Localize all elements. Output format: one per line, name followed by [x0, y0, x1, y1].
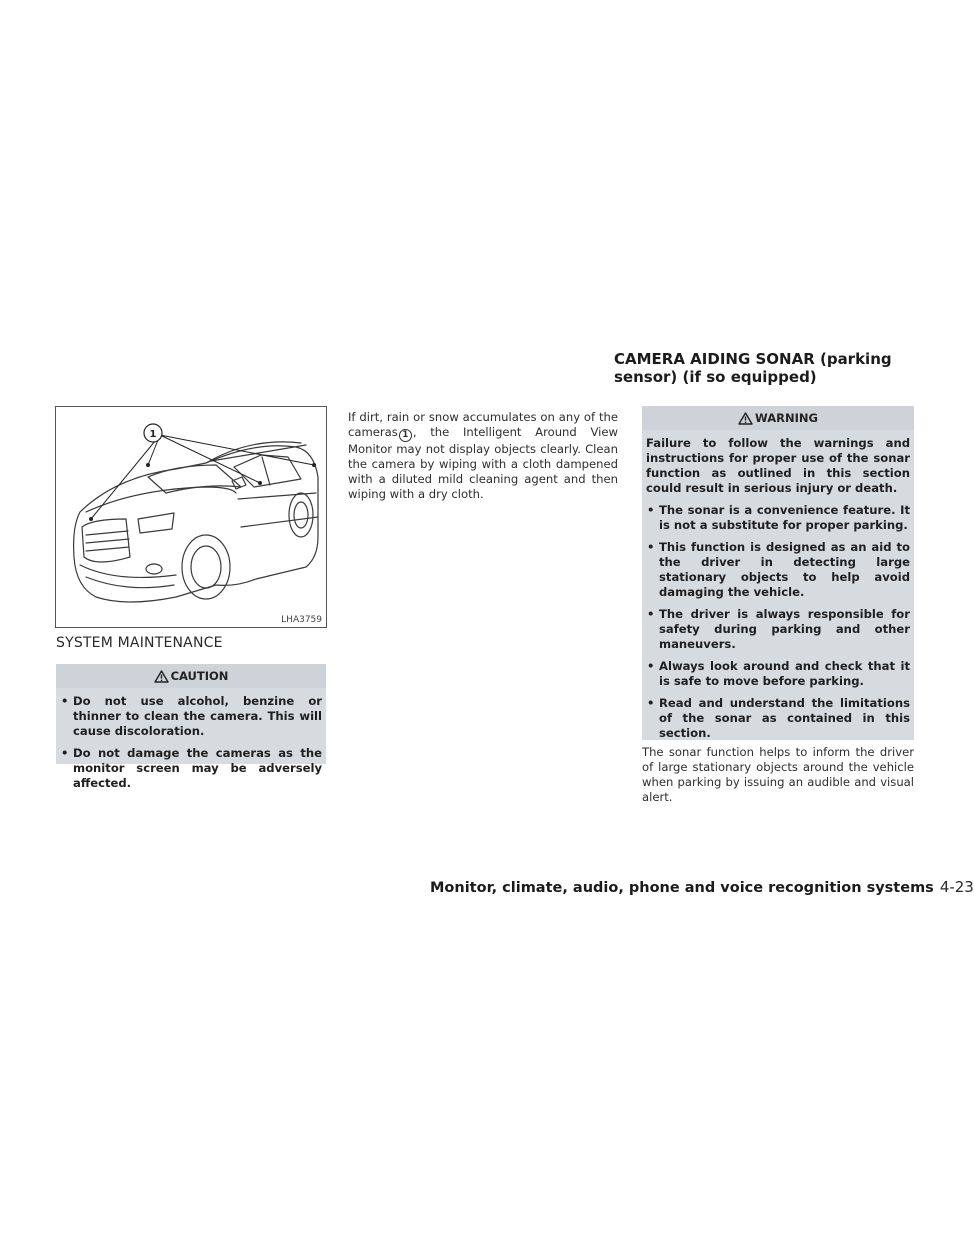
figure-code: LHA3759 — [281, 615, 322, 625]
warning-intro: Failure to follow the warnings and instructions for proper use of the sonar function as outlined in this section could result in serious injury or death. — [646, 436, 910, 495]
callout-number: 1 — [149, 429, 157, 440]
caution-item: • Do not damage the cameras as the monitor screen may be adversely affected. — [61, 746, 322, 790]
sonar-function-paragraph: The sonar function helps to inform the driver of large stationary objects around the vehicle when parking by issuing an audible and visual alert. — [642, 745, 914, 805]
caution-title — [56, 664, 326, 688]
chapter-title: Monitor, climate, audio, phone and voice recognition systems — [430, 880, 934, 896]
camera-cleaning-paragraph: If dirt, rain or snow accumulates on any of the cameras 1 , the Intelligent Around View Monitor may not display objects clearly. Clean the camera by wiping with a cloth dampened with a diluted mild cleaning agent and then wiping with a dry cloth. — [348, 410, 618, 502]
warning-label: WARNING — [755, 411, 818, 425]
vehicle-camera-figure — [55, 406, 327, 628]
warning-triangle-icon — [154, 670, 169, 683]
warning-item: • Read and understand the limitations of the sonar as contained in this section. — [647, 696, 910, 740]
page-number: 4-23 — [939, 878, 974, 896]
vehicle-illustration — [56, 407, 326, 627]
warning-title — [642, 406, 914, 430]
warning-item: • Always look around and check that it is safe to move before parking. — [647, 659, 910, 688]
warning-item: • The driver is always responsible for safety during parking and other maneuvers. — [647, 607, 910, 651]
warning-item: • The sonar is a convenience feature. It is not a substitute for proper parking. — [647, 503, 910, 532]
page-footer — [430, 877, 974, 896]
reference-number-icon: 1 — [399, 429, 412, 442]
warning-box — [642, 406, 914, 740]
system-maintenance-heading: SYSTEM MAINTENANCE — [56, 635, 223, 651]
caution-label: CAUTION — [170, 669, 229, 683]
section-heading: CAMERA AIDING SONAR (parking sensor) (if so equipped) — [614, 350, 892, 386]
warning-triangle-icon — [738, 412, 753, 425]
caution-item: • Do not use alcohol, benzine or thinner to clean the camera. This will cause discoloration. — [61, 694, 322, 738]
caution-box — [56, 664, 326, 790]
warning-item: • This function is designed as an aid to the driver in detecting large stationary objects to help avoid damaging the vehicle. — [647, 540, 910, 599]
